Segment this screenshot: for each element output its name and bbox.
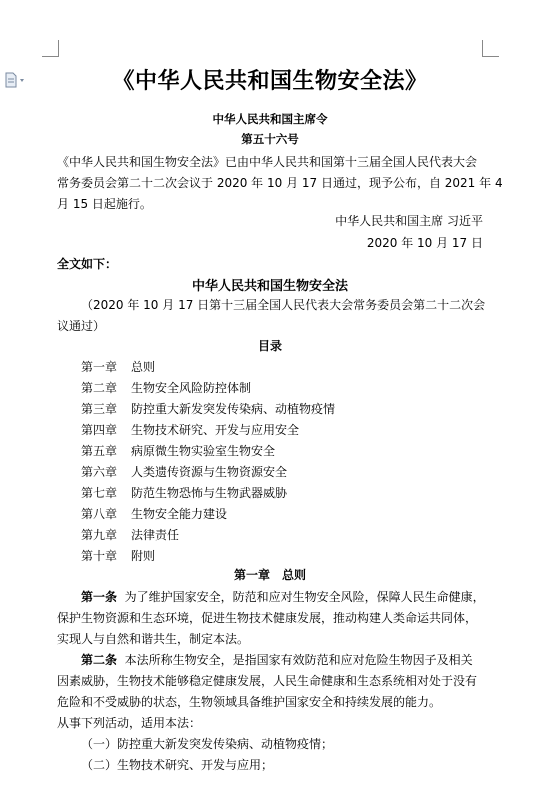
article-line: 保护生物资源和生态环境，促进生物技术健康发展，推动构建人类命运共同体，	[57, 611, 478, 625]
toc-item	[81, 463, 287, 480]
toc-chapter-number: 第二章	[81, 381, 118, 395]
sign-date: 2020 年 10 月 17 日	[366, 236, 483, 250]
chapter-title: 第一章 总则	[233, 568, 306, 582]
article-line	[81, 651, 473, 668]
toc-chapter-number: 第八章	[81, 507, 118, 521]
article-line: 实现人与自然和谐共生，制定本法。	[57, 632, 250, 646]
article-line: 因素威胁，生物技术能够稳定健康发展，人民生命健康和生态系统相对处于没有	[57, 674, 478, 688]
toc-chapter-number: 第六章	[81, 465, 118, 479]
toc-chapter-name: 法律责任	[131, 528, 180, 542]
toc-chapter-name: 生物安全能力建设	[131, 507, 228, 521]
list-item: （二）生物技术研究、开发与应用；	[81, 758, 274, 772]
article-line: 危险和不受威胁的状态，生物领域具备维护国家安全和持续发展的能力。	[57, 695, 442, 709]
toc-chapter-number: 第九章	[81, 528, 118, 542]
page-corner-mark-right	[482, 40, 499, 57]
toc-item	[81, 421, 299, 438]
article-text: 为了维护国家安全，防范和应对生物安全风险，保障人民生命健康，	[124, 590, 485, 604]
toc-item	[81, 400, 335, 417]
adoption-line: 议通过）	[57, 319, 106, 333]
toc-chapter-number: 第七章	[81, 486, 118, 500]
toc-item	[81, 442, 275, 459]
toc-chapter-name: 总则	[131, 360, 156, 374]
document-title: 《中华人民共和国生物安全法》	[112, 69, 428, 94]
toc-chapter-name: 人类遗传资源与生物资源安全	[131, 465, 288, 479]
toc-chapter-name: 生物安全风险防控体制	[131, 381, 252, 395]
article-label: 第一条	[81, 590, 118, 604]
toc-chapter-number: 第十章	[81, 549, 118, 563]
toc-chapter-name: 病原微生物实验室生物安全	[131, 444, 276, 458]
toc-chapter-name: 附则	[131, 549, 156, 563]
article-text: 本法所称生物安全，是指国家有效防范和应对危险生物因子及相关	[124, 653, 473, 667]
fulltext-label: 全文如下：	[57, 257, 118, 271]
toc-title: 目录	[257, 339, 282, 353]
toc-item	[81, 379, 251, 396]
toc-chapter-number: 第五章	[81, 444, 118, 458]
toc-chapter-number: 第四章	[81, 423, 118, 437]
toc-chapter-name: 防范生物恐怖与生物武器威胁	[131, 486, 288, 500]
article-label: 第二条	[81, 653, 118, 667]
intro-line: 月 15 日起施行。	[57, 197, 152, 211]
toc-chapter-name: 生物技术研究、开发与应用安全	[131, 423, 300, 437]
article-line: 从事下列活动，适用本法：	[57, 716, 202, 730]
intro-line: 常务委员会第二十二次会议于 2020 年 10 月 17 日通过，现予公布，自 2021 年 4	[57, 176, 503, 190]
toc-item	[81, 358, 155, 375]
toc-item	[81, 505, 227, 522]
order-issuer: 中华人民共和国主席令	[212, 112, 328, 126]
signer: 中华人民共和国主席 习近平	[335, 214, 483, 228]
toc-item	[81, 547, 155, 564]
toc-item	[81, 484, 287, 501]
toc-item	[81, 526, 179, 543]
list-item: （一）防控重大新发突发传染病、动植物疫情；	[81, 737, 334, 751]
intro-line: 《中华人民共和国生物安全法》已由中华人民共和国第十三届全国人民代表大会	[57, 155, 478, 169]
toc-chapter-number: 第一章	[81, 360, 118, 374]
article-line	[81, 588, 485, 605]
order-number: 第五十六号	[241, 132, 299, 146]
adoption-line: （2020 年 10 月 17 日第十三届全国人民代表大会常务委员会第二十二次会	[81, 298, 486, 312]
law-title: 中华人民共和国生物安全法	[191, 279, 348, 294]
toc-chapter-name: 防控重大新发突发传染病、动植物疫情	[131, 402, 336, 416]
page-corner-mark-left	[42, 40, 59, 57]
toc-chapter-number: 第三章	[81, 402, 118, 416]
